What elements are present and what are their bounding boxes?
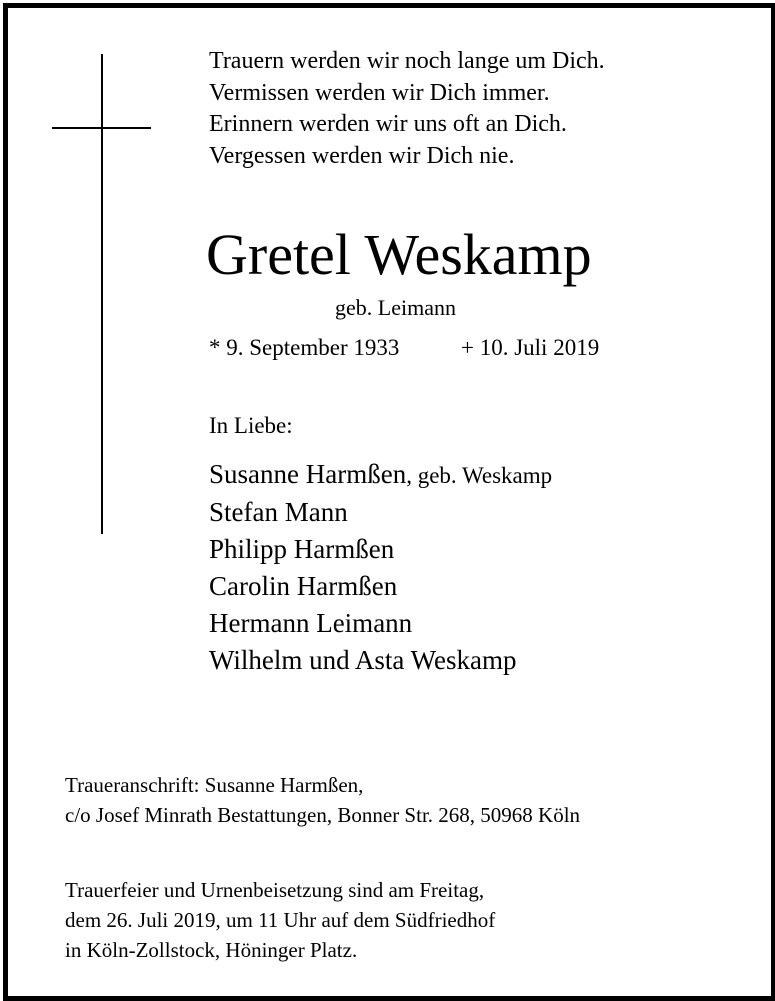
poem-line: Erinnern werden wir uns oft an Dich. <box>209 111 567 137</box>
poem-line: Vermissen werden wir Dich immer. <box>209 79 550 106</box>
ceremony-line: dem 26. Juli 2019, um 11 Uhr auf dem Südfriedhof <box>65 908 496 932</box>
cross-icon-horizontal <box>52 127 151 129</box>
mourner-name: Susanne Harmßen <box>209 459 407 489</box>
birth-name: geb. Leimann <box>335 295 456 320</box>
mourner-item <box>209 531 552 568</box>
mourners-list <box>209 456 552 679</box>
birth-date: * 9. September 1933 <box>209 335 400 360</box>
mourner-name: Wilhelm und Asta Weskamp <box>209 645 517 675</box>
mourner-name: Carolin Harmßen <box>209 571 398 601</box>
mourning-address <box>65 770 580 830</box>
mourner-item <box>209 605 552 642</box>
mourner-name: Philipp Harmßen <box>209 534 395 564</box>
poem-line: Vergessen werden wir Dich nie. <box>209 142 515 169</box>
address-line: Traueranschrift: Susanne Harmßen, <box>65 773 364 797</box>
mourner-item <box>209 642 552 679</box>
poem-line: Trauern werden wir noch lange um Dich. <box>209 48 605 74</box>
mourner-name: Hermann Leimann <box>209 608 413 638</box>
mourner-name: Stefan Mann <box>209 497 348 527</box>
mourner-item <box>209 568 552 605</box>
cross-icon-vertical <box>101 54 103 534</box>
ceremony-line: Trauerfeier und Urnenbeisetzung sind am Freitag, <box>65 878 485 902</box>
poem <box>209 46 605 172</box>
mourners-intro: In Liebe: <box>209 413 293 438</box>
mourner-item <box>209 494 552 531</box>
life-dates <box>209 333 600 363</box>
death-date: + 10. Juli 2019 <box>461 335 600 360</box>
deceased-name: Gretel Weskamp <box>206 222 592 287</box>
address-line: c/o Josef Minrath Bestattungen, Bonner Str. 268, 50968 Köln <box>65 803 581 827</box>
ceremony-info <box>65 875 495 965</box>
ceremony-line: in Köln-Zollstock, Höninger Platz. <box>65 938 358 962</box>
mourner-note: , geb. Weskamp <box>406 463 553 488</box>
mourner-item <box>209 456 552 494</box>
